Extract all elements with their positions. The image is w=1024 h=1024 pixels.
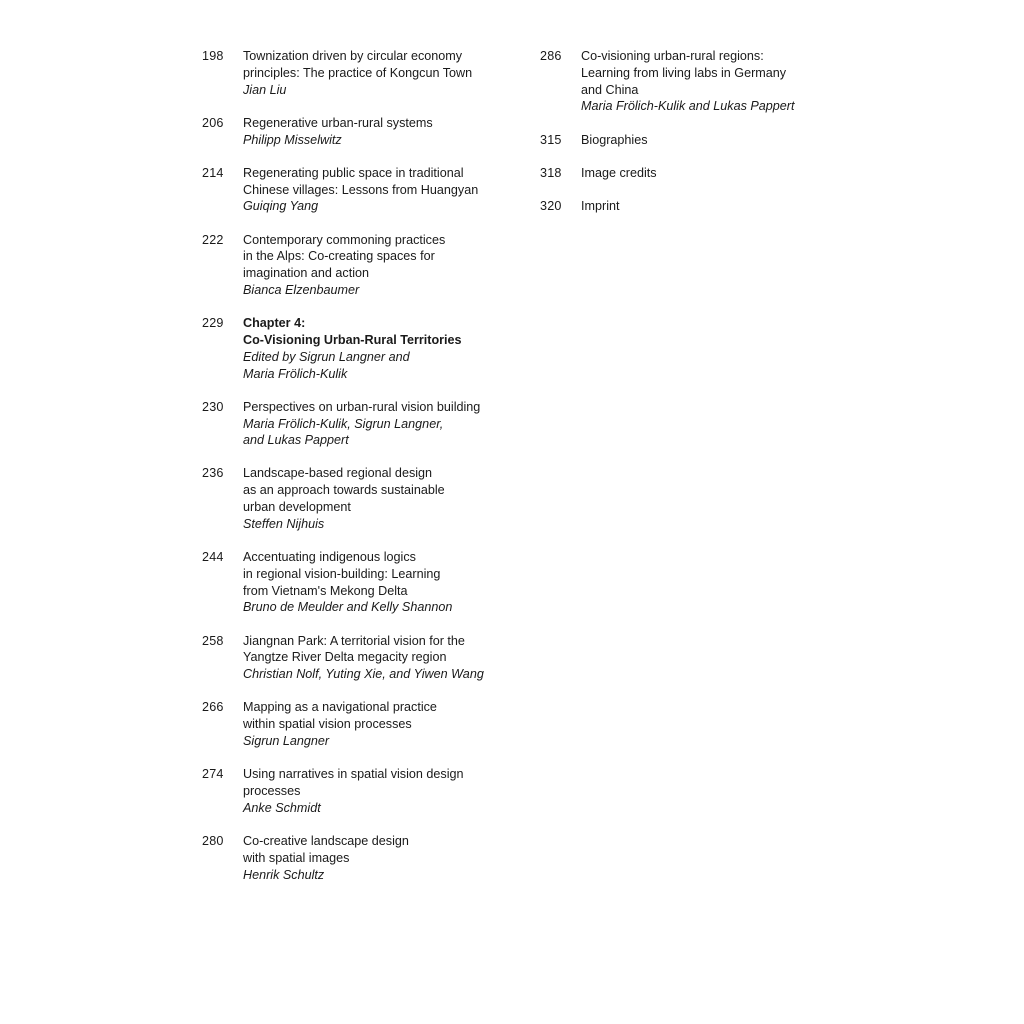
toc-page-number: 236 [202,466,224,481]
toc-author-line: Anke Schmidt [243,800,321,815]
toc-entry [202,465,522,532]
toc-author-line: Steffen Nijhuis [243,516,325,531]
toc-entry-body [243,165,522,215]
toc-page-number: 315 [540,132,562,147]
toc-author-line: Guiqing Yang [243,199,319,214]
toc-author-line: Maria Frölich-Kulik [243,366,348,381]
toc-title-line: Using narratives in spatial vision design [243,767,464,782]
toc-page-number: 222 [202,232,224,247]
toc-author-line: Bruno de Meulder and Kelly Shannon [243,600,453,615]
toc-title-line: Contemporary commoning practices [243,232,446,247]
toc-entry [202,165,522,215]
toc-title-line: imagination and action [243,266,370,281]
toc-entry-body [581,132,840,149]
toc-entry-body [243,549,522,616]
toc-entry [540,198,840,215]
toc-entry [202,399,522,449]
toc-page-number: 258 [202,633,224,648]
toc-entry-body [243,48,522,98]
toc-title-line: Learning from living labs in Germany [581,65,787,80]
toc-author-line: Christian Nolf, Yuting Xie, and Yiwen Wang [243,667,484,682]
toc-entry-body [243,115,522,149]
toc-title-line: Regenerative urban-rural systems [243,115,433,130]
toc-page-number: 320 [540,198,562,213]
toc-entry-body [243,232,522,299]
toc-entry [540,165,840,182]
toc-entry-body [243,399,522,449]
toc-page-number: 318 [540,165,562,180]
toc-page-number: 266 [202,700,224,715]
toc-entry [202,232,522,299]
toc-title-line: Townization driven by circular economy [243,49,463,63]
toc-author-line: Philipp Misselwitz [243,132,342,147]
toc-entry [202,833,522,883]
toc-page-number: 286 [540,49,562,63]
toc-entry-body [243,766,522,816]
toc-entry-body [243,315,522,382]
toc-entry [202,766,522,816]
toc-page-number: 230 [202,399,224,414]
toc-title-line: Mapping as a navigational practice [243,700,437,715]
toc-title-line: in regional vision-building: Learning [243,566,441,581]
toc-page-number: 229 [202,316,224,331]
chapter-title-line: Co-Visioning Urban-Rural Territories [243,332,462,347]
toc-entry [202,699,522,749]
toc-page-number: 274 [202,767,224,782]
toc-author-line: Edited by Sigrun Langner and [243,349,410,364]
toc-entry [540,132,840,149]
toc-title-line: Image credits [581,165,657,180]
toc-title-line: Chinese villages: Lessons from Huangyan [243,182,479,197]
toc-entry [540,48,840,115]
toc-title-line: with spatial images [243,850,350,865]
toc-entry-body [581,48,840,115]
toc-title-line: Biographies [581,132,648,147]
toc-entry [202,315,522,382]
toc-entry-body [243,465,522,532]
toc-title-line: Jiangnan Park: A territorial vision for the [243,633,465,648]
toc-entry-body [581,198,840,215]
toc-entry [202,549,522,616]
toc-title-line: Perspectives on urban-rural vision building [243,399,481,414]
toc-author-line: Jian Liu [243,82,287,97]
toc-page-number: 198 [202,49,224,63]
toc-title-line: within spatial vision processes [243,717,412,732]
toc-page-number: 244 [202,550,224,565]
toc-title-line: Imprint [581,198,620,213]
toc-title-line: processes [243,784,301,798]
toc-title-line: from Vietnam's Mekong Delta [243,583,408,598]
toc-author-line: Sigrun Langner [243,734,330,749]
toc-author-line: Henrik Schultz [243,867,325,882]
chapter-title-line: Chapter 4: [243,316,306,331]
toc-page-number: 280 [202,833,224,848]
toc-entry-body [243,833,522,883]
toc-author-line: and Lukas Pappert [243,433,349,448]
toc-title-line: and China [581,82,639,97]
toc-entry-body [581,165,840,182]
toc-author-line: Maria Frölich-Kulik, Sigrun Langner, [243,416,444,431]
toc-page-number: 206 [202,115,224,130]
toc-title-line: as an approach towards sustainable [243,483,445,498]
toc-title-line: Yangtze River Delta megacity region [243,650,447,665]
toc-title-line: Co-visioning urban-rural regions: [581,49,764,63]
toc-page-number: 214 [202,165,224,180]
toc-title-line: in the Alps: Co-creating spaces for [243,249,435,264]
toc-left-column [202,48,522,900]
toc-title-line: Regenerating public space in traditional [243,165,464,180]
toc-author-line: Bianca Elzenbaumer [243,282,360,297]
toc-entry-body [243,699,522,749]
toc-entry [202,48,522,98]
toc-entry [202,115,522,149]
toc-title-line: urban development [243,500,351,515]
toc-entry [202,633,522,683]
toc-right-column [540,48,840,231]
toc-title-line: principles: The practice of Kongcun Town [243,65,473,80]
toc-title-line: Landscape-based regional design [243,466,433,481]
toc-title-line: Accentuating indigenous logics [243,550,416,565]
toc-title-line: Co-creative landscape design [243,833,409,848]
toc-entry-body [243,633,522,683]
toc-author-line: Maria Frölich-Kulik and Lukas Pappert [581,99,795,114]
